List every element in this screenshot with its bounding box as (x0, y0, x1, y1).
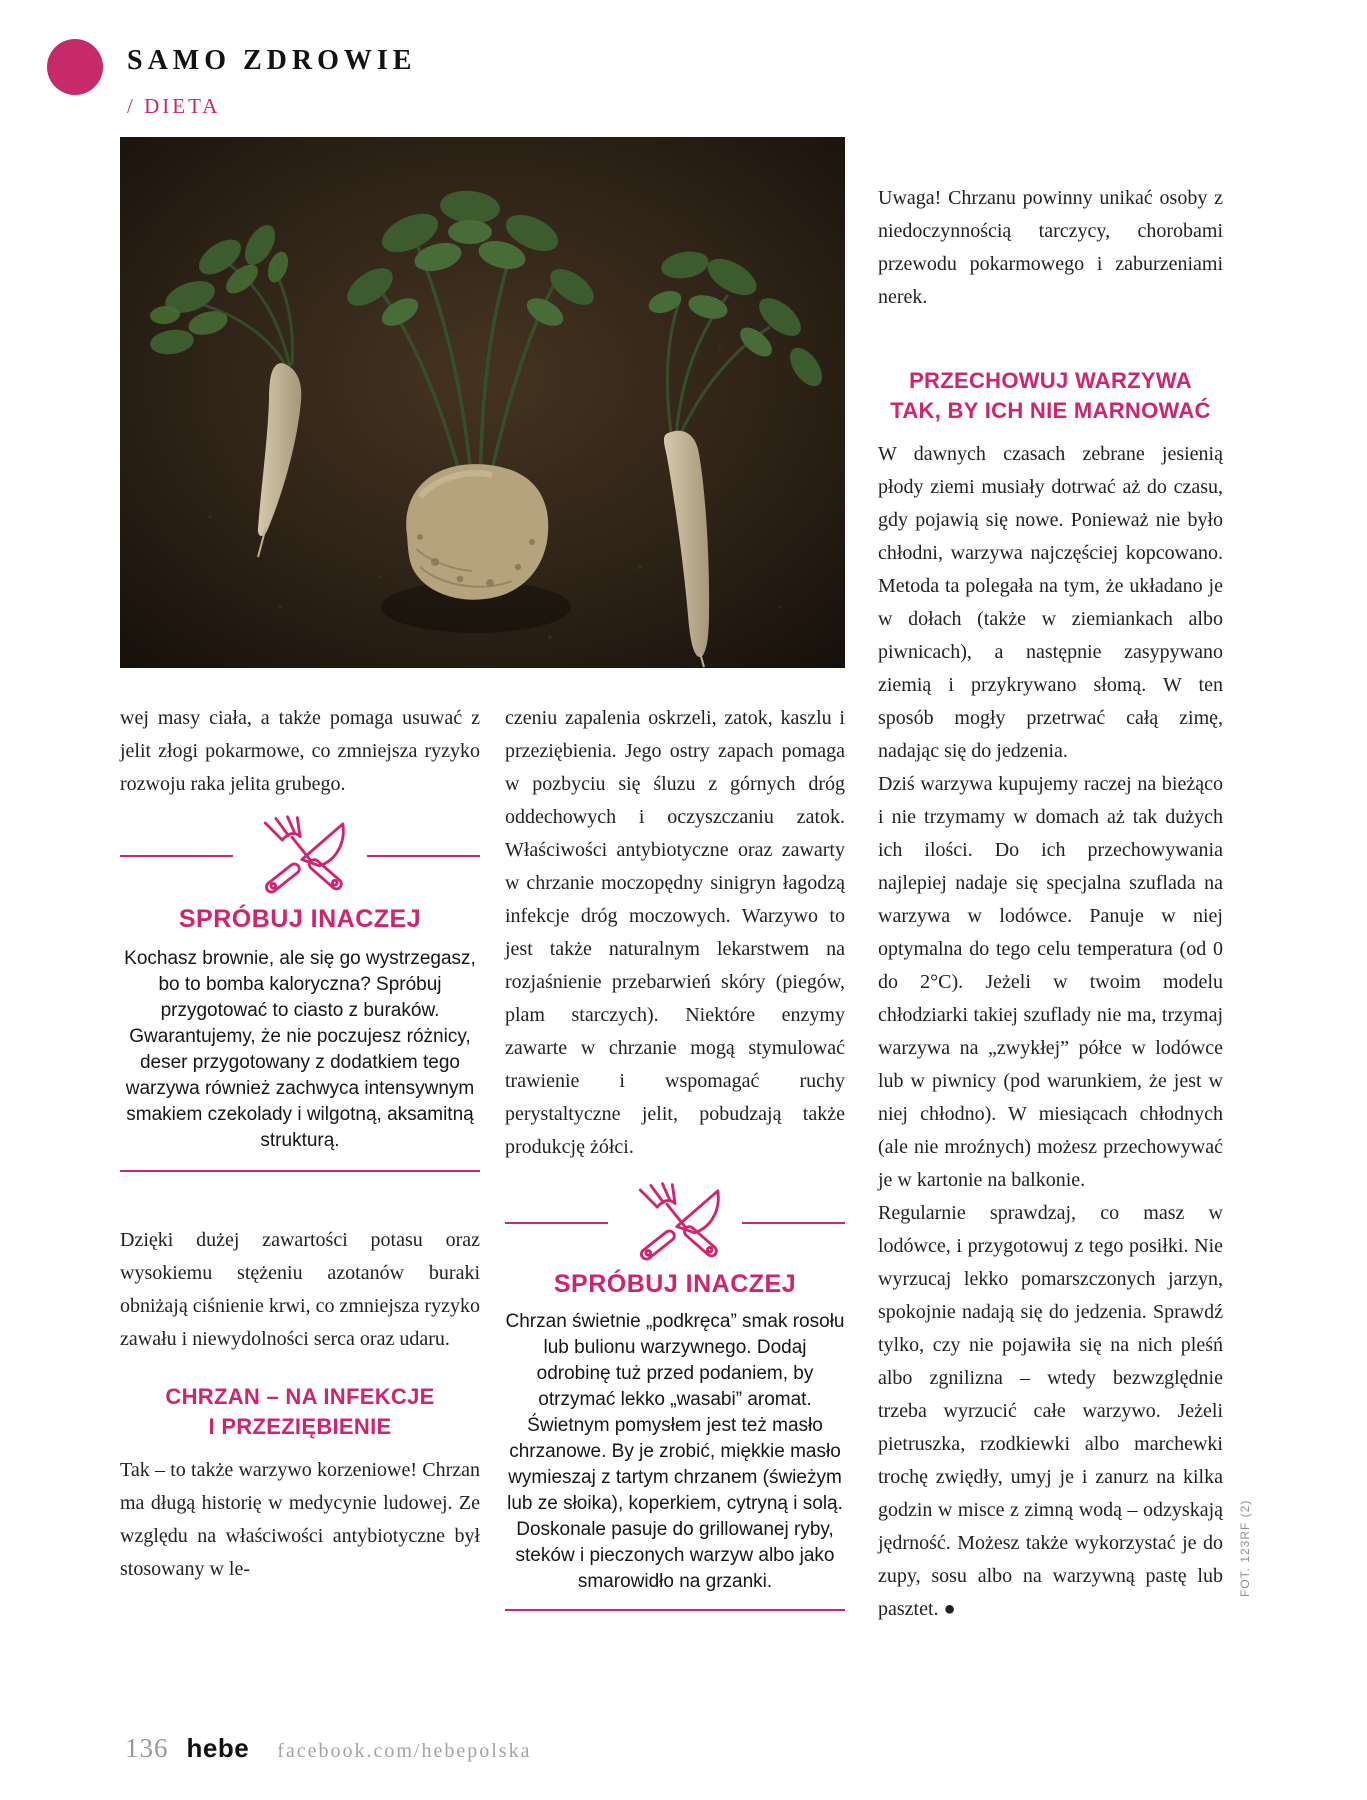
cutlery-divider (120, 815, 480, 897)
root-vegetables-photo (120, 137, 845, 668)
subheading-line: CHRZAN – NA INFEKCJE (165, 1384, 435, 1409)
paragraph-storage-fridge: Dziś warzywa kupujemy raczej na bieżąco i nie trzymamy w domach aż tak dużych ich ilości. Do ich przechowywania najlepiej nadaje się specjalna szuflada na warzywa w lodówce. Panuje w niej optymalna do tego celu temperatura (od 0 do 2°C). Jeżeli w twoim modelu chłodziarki takiej szuflady nie ma, trzymaj warzywa na „zwykłej” półce w lodówce lub w piwnicy (pod warunkiem, że jest w niej chłodno). W miesiącach chłodnych (ale nie mroźnych) możesz przechowywać je w kartonie na balkonie. (878, 773, 1223, 1191)
divider-line (505, 1222, 608, 1224)
divider-line (367, 855, 480, 857)
column-right (878, 182, 1223, 1626)
subheading-line: TAK, BY ICH NIE MARNOWAĆ (890, 398, 1211, 423)
paragraph-beet-benefits: Dzięki dużej zawartości potasu oraz wysokiemu stężeniu azotanów buraki obniżają ciśnienie krwi, co zmniejsza ryzyko zawału i niewydolności serca oraz udaru. (120, 1229, 480, 1350)
subheading-line: PRZECHOWUJ WARZYWA (909, 368, 1192, 393)
column-middle (505, 702, 845, 1611)
section-title: SAMO ZDROWIE (127, 45, 417, 76)
tip-heading: SPRÓBUJ INACZEJ (553, 1270, 797, 1298)
section-dot-icon (47, 39, 103, 95)
hebe-logo: hebe (186, 1733, 250, 1763)
page-number: 136 (125, 1733, 169, 1763)
paragraph-chrzan-warning: Uwaga! Chrzanu powinny unikać osoby z niedoczynnością tarczycy, chorobami przewodu pokarmowego i zaburzeniami nerek. (878, 187, 1223, 308)
paragraph-chrzan-intro: Tak – to także warzywo korzeniowe! Chrzan ma długą historię w medycynie ludowej. Ze względu na właściwości antybiotyczne był stosowany w le- (120, 1459, 480, 1580)
divider-line (120, 855, 233, 857)
section-subtitle: / DIETA (127, 94, 221, 118)
paragraph-chrzan-infections: czeniu zapalenia oskrzeli, zatok, kaszlu i przeziębienia. Jego ostry zapach pomaga w pozbyciu się śluzu z górnych dróg oddechowych i oczyszczaniu zatok. Właściwości antybiotyczne oraz zawarty w chrzanie moczopędny sinigryn łagodzą infekcje dróg moczowych. Warzywo to jest także naturalnym lekarstwem na rozjaśnienie przebarwień skóry (piegów, plam starczych). Niektóre enzymy zawarte w chrzanie mogą stymulować trawienie i wspomagać ruchy perystaltyczne jelit, pobudzają także produkcję żółci. (505, 707, 845, 1158)
divider-rule (120, 1170, 480, 1172)
paragraph-beet-continuation: wej masy ciała, a także pomaga usuwać z jelit złogi pokarmowe, co zmniejsza ryzyko rozwoju raka jelita grubego. (120, 707, 480, 795)
page-footer (125, 1733, 531, 1764)
photo-credit: FOT. 123RF (2) (1238, 1499, 1252, 1597)
fork-knife-icon (233, 815, 367, 897)
paragraph-storage-history: W dawnych czasach zebrane jesienią płody ziemi musiały dotrwać aż do czasu, gdy pojawią się nowe. Ponieważ nie było chłodni, warzywa najczęściej kopcowano. Metoda ta polegała na tym, że układano je w dołach (także w ziemiankach albo piwnicach), a następnie zasypywano ziemią i przykrywano słomą. W ten sposób mogły przetrwać całą zimę, nadając się do jedzenia. (878, 443, 1223, 762)
subheading-line: I PRZEZIĘBIENIE (208, 1414, 392, 1439)
subheading-przechowuj (878, 366, 1223, 426)
fork-knife-icon (608, 1182, 742, 1264)
root-vegetables-illustration (120, 137, 845, 668)
cutlery-divider (505, 1182, 845, 1264)
subheading-chrzan (120, 1382, 480, 1442)
tip-text: Kochasz brownie, ale się go wystrzegasz, bo to bomba kaloryczna? Spróbuj przygotować to ciasto z buraków. Gwarantujemy, że nie poczujesz różnicy, deser przygotowany z dodatkiem tego warzywa również zachwyca intensywnym smakiem czekolady i wilgotną, aksamitną strukturą. (124, 948, 476, 1151)
column-left (120, 702, 480, 1586)
divider-rule (505, 1609, 845, 1611)
tip-text: Chrzan świetnie „podkręca” smak rosołu lub bulionu warzywnego. Dodaj odrobinę tuż przed podaniem, by otrzymać lekko „wasabi” aromat. Świetnym pomysłem jest też masło chrzanowe. By je zrobić, miękkie masło wymieszaj z tartym chrzanem (świeżym lub ze słoika), koperkiem, cytryną i solą. Doskonale pasuje do grillowanej ryby, steków i pieczonych warzyw albo jako smarowidło na grzanki. (505, 1311, 845, 1592)
facebook-url: facebook.com/hebepolska (277, 1740, 532, 1762)
tip-heading: SPRÓBUJ INACZEJ (178, 905, 422, 933)
divider-line (742, 1222, 845, 1224)
paragraph-storage-checking: Regularnie sprawdzaj, co masz w lodówce, i przygotowuj z tego posiłki. Nie wyrzucaj lekko pomarszczonych jarzyn, spokojnie nadają się do jedzenia. Sprawdź tylko, czy nie pojawiła się na nich pleśń albo zgnilizna – wtedy bezwzględnie trzeba wyrzucić całe warzywo. Jeżeli pietruszka, rzodkiewki albo marchewki trochę zwiędły, umyj je i zanurz na kilka godzin w misce z zimną wodą – odzyskają jędrność. Możesz także wykorzystać je do zupy, sosu albo na warzywną pastę lub pasztet. ● (878, 1202, 1223, 1620)
